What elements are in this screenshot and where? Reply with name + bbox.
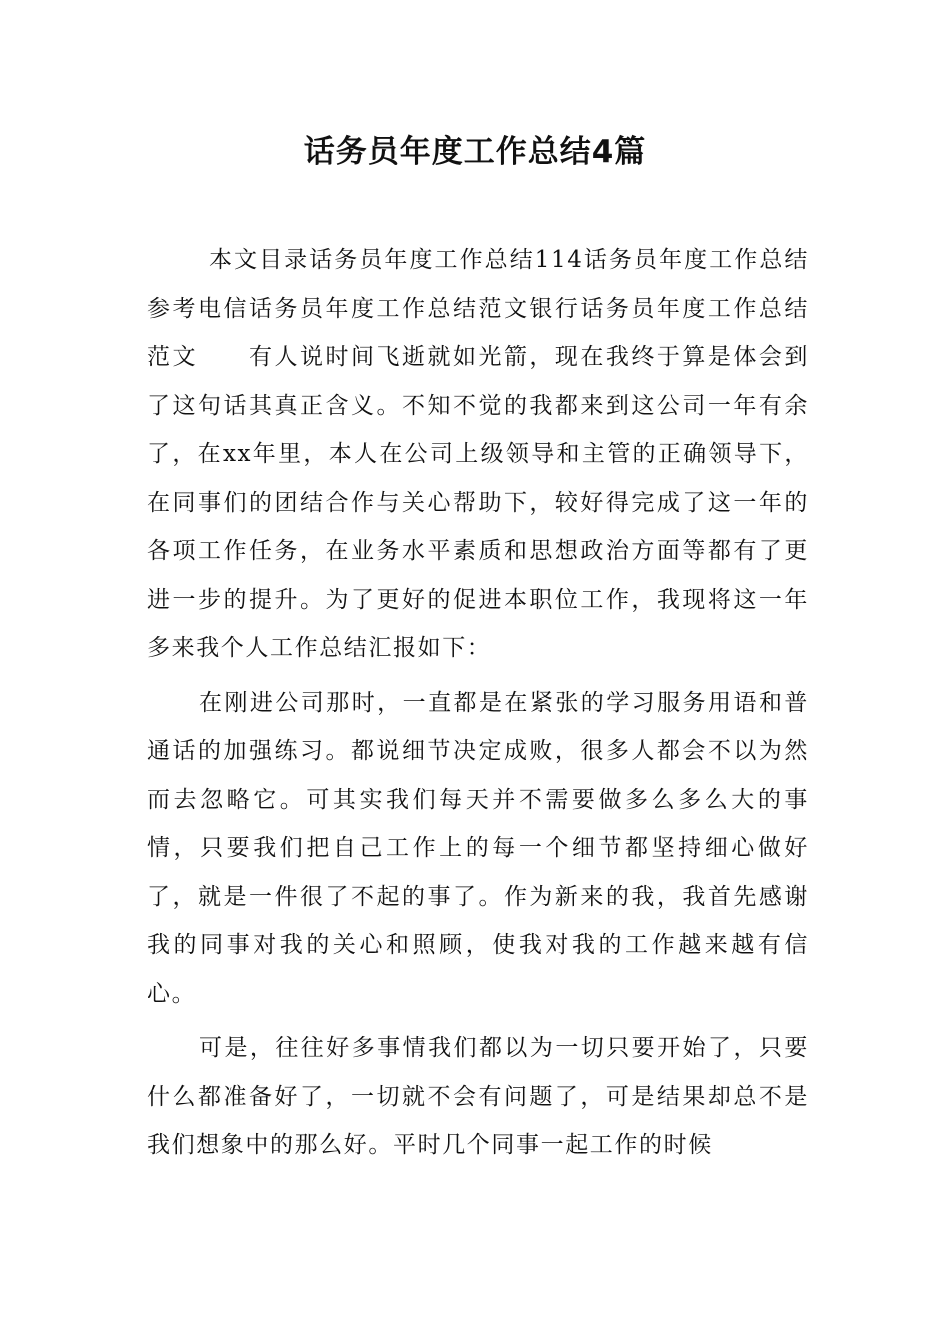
document-title: 话务员年度工作总结4篇	[303, 134, 647, 170]
paragraph-intro: 本文目录话务员年度工作总结114话务员年度工作总结参考电信话务员年度工作总结范文银行话务员年度工作总结范文 有人说时间飞逝就如光箭，现在我终于算是体会到了这句话其真正含义。不知不觉的我都来到这公司一年有余了，在xx年里，本人在公司上级领导和主管的正确领导下，在同事们的团结合作与关心帮助下，较好得完成了这一年的各项工作任务，在业务水平素质和思想政治方面等都有了更进一步的提升。为了更好的促进本职位工作，我现将这一年多来我个人工作总结汇报如下：	[147, 247, 809, 661]
document-body	[147, 236, 809, 1170]
paragraph-reflection: 可是，往往好多事情我们都以为一切只要开始了，只要什么都准备好了，一切就不会有问题了，可是结果却总不是我们想象中的那么好。平时几个同事一起工作的时候	[147, 1035, 809, 1158]
paragraph-details: 在刚进公司那时，一直都是在紧张的学习服务用语和普通话的加强练习。都说细节决定成败，很多人都会不以为然而去忽略它。可其实我们每天并不需要做多么多么大的事情，只要我们把自己工作上的每一个细节都坚持细心做好了，就是一件很了不起的事了。作为新来的我，我首先感谢我的同事对我的关心和照顾，使我对我的工作越来越有信心。	[147, 689, 809, 1007]
